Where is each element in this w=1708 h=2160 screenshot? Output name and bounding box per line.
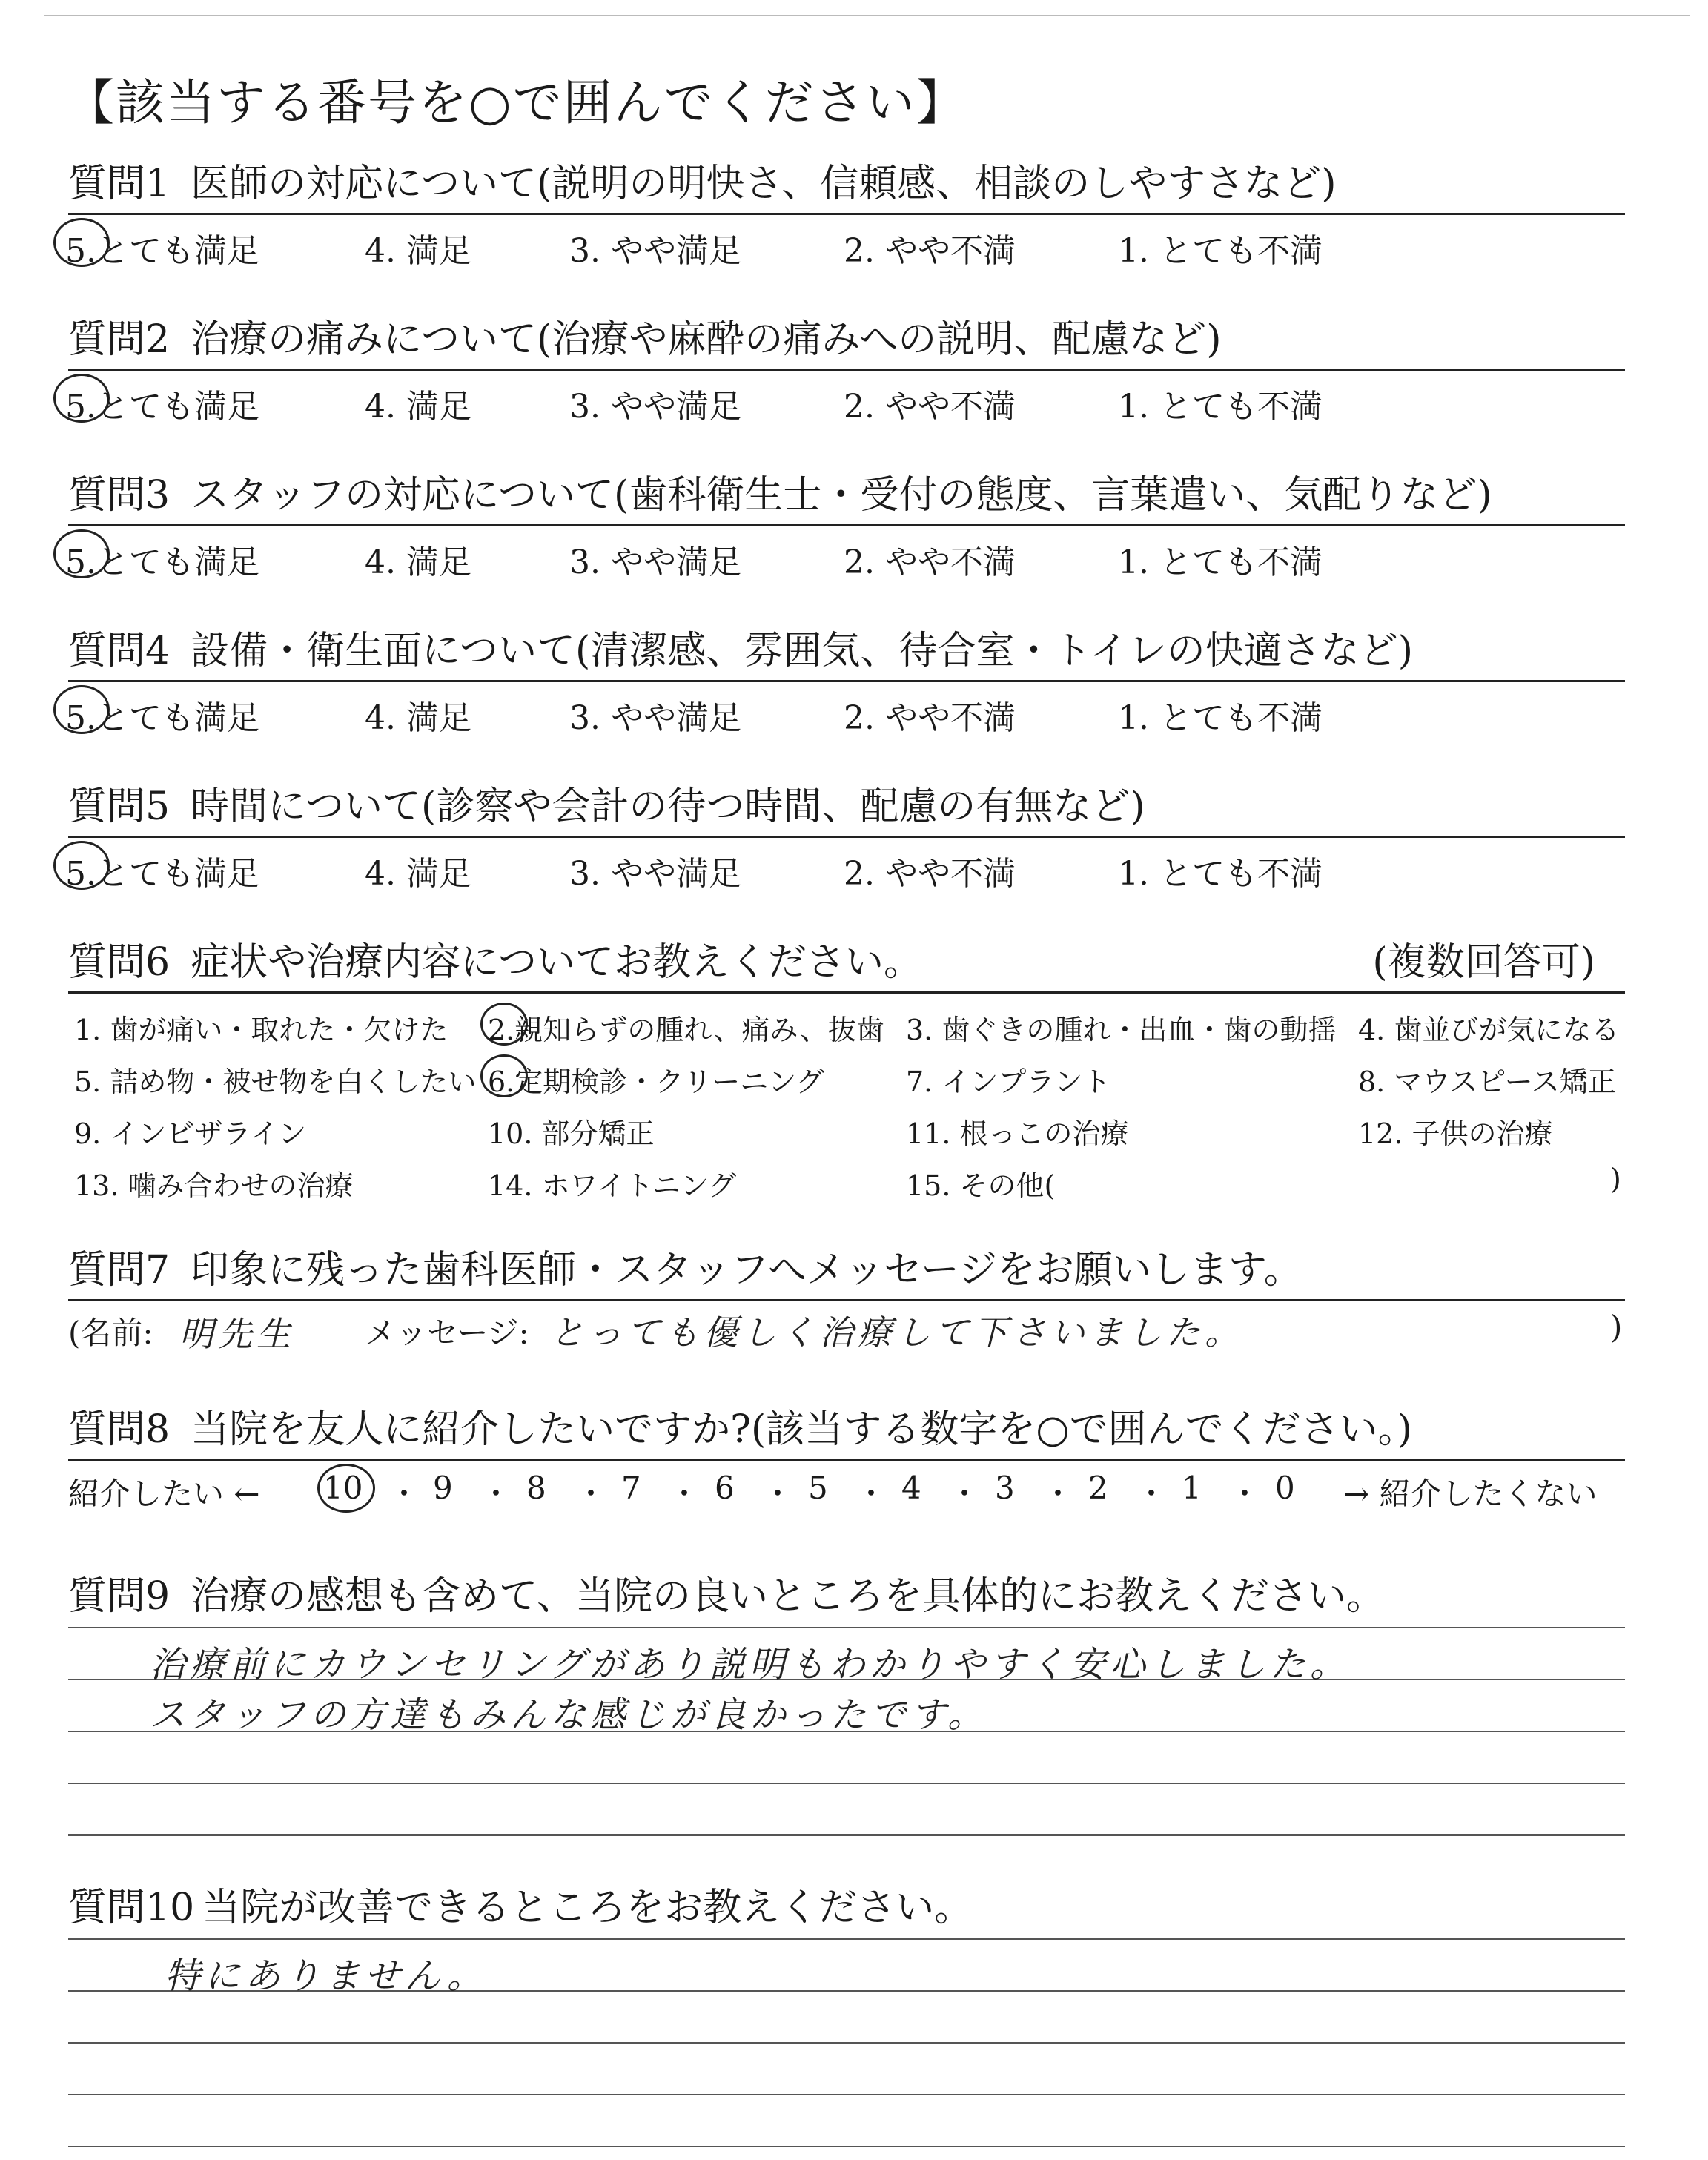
option-1[interactable]: 1. とても不満 bbox=[1118, 544, 1323, 581]
option-1[interactable]: 1. とても不満 bbox=[1118, 855, 1323, 893]
option-5[interactable]: 5.とても満足 bbox=[65, 544, 259, 581]
question-text: 治療の感想も含めて、当院の良いところを具体的にお教えください。 bbox=[191, 1574, 1386, 1619]
question-10-title bbox=[68, 1883, 1625, 1932]
writing-line bbox=[68, 2042, 1625, 2044]
option-4[interactable]: 4. 満足 bbox=[365, 855, 471, 893]
option-5[interactable]: 5.とても満足 bbox=[65, 232, 259, 270]
question-number: 質問3 bbox=[68, 473, 171, 518]
option-3[interactable]: 3. やや満足 bbox=[569, 544, 741, 581]
writing-line bbox=[68, 1938, 1625, 1940]
option-3[interactable]: 3. やや満足 bbox=[569, 699, 741, 737]
handwritten-answer-line-1: 治療前にカウンセリングがあり説明もわかりやすく安心しました。 bbox=[150, 1644, 1351, 1685]
writing-line bbox=[68, 2146, 1625, 2147]
scale-separator: ・ bbox=[1136, 1476, 1168, 1512]
symptom-option-1[interactable]: 1. 歯が痛い・取れた・欠けた bbox=[74, 1014, 448, 1046]
recommend-scale bbox=[68, 1464, 1625, 1511]
question-number: 質問6 bbox=[68, 940, 171, 985]
question-7 bbox=[68, 1246, 1625, 1353]
message-label: メッセージ: bbox=[365, 1315, 529, 1351]
scale-2[interactable]: 2 bbox=[1088, 1470, 1108, 1506]
scale-separator: ・ bbox=[1229, 1476, 1261, 1512]
symptom-option-13[interactable]: 13. 噛み合わせの治療 bbox=[74, 1169, 354, 1202]
option-4[interactable]: 4. 満足 bbox=[365, 544, 471, 581]
scale-separator: ・ bbox=[855, 1476, 887, 1512]
close-paren: ) bbox=[1610, 1309, 1623, 1345]
question-number: 質問4 bbox=[68, 629, 171, 673]
scale-5[interactable]: 5 bbox=[808, 1470, 828, 1506]
question-10 bbox=[68, 1883, 1625, 1997]
question-1 bbox=[65, 159, 1625, 270]
question-3 bbox=[65, 471, 1625, 581]
option-4[interactable]: 4. 満足 bbox=[365, 699, 471, 737]
scale-10[interactable]: 10 bbox=[323, 1470, 363, 1506]
symptom-option-6[interactable]: 6.定期検診・クリーニング bbox=[488, 1066, 824, 1098]
symptom-option-8[interactable]: 8. マウスピース矯正 bbox=[1358, 1066, 1616, 1098]
question-4-title bbox=[68, 627, 1625, 676]
option-2[interactable]: 2. やや不満 bbox=[844, 699, 1016, 737]
question-number: 質問9 bbox=[68, 1574, 171, 1619]
option-4[interactable]: 4. 満足 bbox=[365, 388, 471, 426]
rating-options bbox=[65, 844, 1625, 893]
question-9 bbox=[68, 1572, 1625, 1736]
question-8-title bbox=[68, 1405, 1625, 1454]
symptom-option-11[interactable]: 11. 根っこの治療 bbox=[906, 1117, 1129, 1150]
scale-1[interactable]: 1 bbox=[1182, 1470, 1202, 1506]
question-text: 印象に残った歯科医師・スタッフへメッセージをお願いします。 bbox=[191, 1248, 1302, 1292]
page-title: 【該当する番号を○で囲んでください】 bbox=[65, 74, 967, 131]
symptom-option-2[interactable]: 2.親知らずの腫れ、痛み、抜歯 bbox=[488, 1014, 884, 1046]
symptom-option-5[interactable]: 5. 詰め物・被せ物を白くしたい bbox=[74, 1066, 477, 1098]
symptom-option-15[interactable]: 15. その他( bbox=[906, 1169, 1056, 1202]
option-5[interactable]: 5.とても満足 bbox=[65, 388, 259, 426]
question-text: 当院を友人に紹介したいですか?(該当する数字を○で囲んでください。) bbox=[191, 1407, 1412, 1452]
scale-3[interactable]: 3 bbox=[995, 1470, 1015, 1506]
answer-rule bbox=[68, 1459, 1625, 1461]
scale-4[interactable]: 4 bbox=[901, 1470, 921, 1506]
answer-rule bbox=[68, 991, 1625, 994]
option-2[interactable]: 2. やや不満 bbox=[844, 544, 1016, 581]
scale-separator: ・ bbox=[669, 1476, 701, 1512]
answer-rule bbox=[68, 680, 1625, 682]
writing-line bbox=[68, 1783, 1625, 1784]
question-text: 当院が改善できるところをお教えください。 bbox=[202, 1886, 973, 1930]
option-5[interactable]: 5.とても満足 bbox=[65, 855, 259, 893]
question-7-title bbox=[68, 1246, 1625, 1295]
scale-8[interactable]: 8 bbox=[526, 1470, 546, 1506]
rating-options bbox=[65, 221, 1625, 270]
option-2[interactable]: 2. やや不満 bbox=[844, 232, 1016, 270]
symptom-option-4[interactable]: 4. 歯並びが気になる bbox=[1358, 1014, 1620, 1046]
scale-6[interactable]: 6 bbox=[715, 1470, 735, 1506]
question-8 bbox=[68, 1405, 1625, 1511]
question-text: 治療の痛みについて(治療や麻酔の痛みへの説明、配慮など) bbox=[191, 317, 1222, 362]
option-5[interactable]: 5.とても満足 bbox=[65, 699, 259, 737]
page-top-border bbox=[44, 15, 1690, 16]
name-value: 明先生 bbox=[179, 1314, 295, 1354]
option-3[interactable]: 3. やや満足 bbox=[569, 855, 741, 893]
other-close-paren: ) bbox=[1610, 1163, 1621, 1195]
option-3[interactable]: 3. やや満足 bbox=[569, 388, 741, 426]
answer-rule bbox=[68, 836, 1625, 838]
question-6-title bbox=[68, 938, 1625, 987]
question-number: 質問10 bbox=[68, 1886, 195, 1930]
scale-separator: ・ bbox=[949, 1476, 981, 1512]
question-text: 医師の対応について(説明の明快さ、信頼感、相談のしやすさなど) bbox=[191, 162, 1337, 206]
scale-right-label: → 紹介したくない bbox=[1343, 1476, 1598, 1512]
writing-line bbox=[68, 1834, 1625, 1836]
question-9-title bbox=[68, 1572, 1625, 1621]
symptom-options bbox=[68, 1001, 1625, 1216]
question-5-title bbox=[68, 782, 1625, 831]
question-5 bbox=[65, 782, 1625, 893]
answer-rule bbox=[68, 213, 1625, 215]
handwritten-answer-line-1: 特にありません。 bbox=[165, 1955, 487, 1997]
scale-9[interactable]: 9 bbox=[433, 1470, 453, 1506]
question-2 bbox=[65, 315, 1625, 426]
question-4 bbox=[65, 627, 1625, 737]
scale-separator: ・ bbox=[388, 1476, 420, 1512]
scale-left-label: 紹介したい ← bbox=[68, 1476, 260, 1512]
scale-separator: ・ bbox=[480, 1476, 512, 1512]
multiple-answer-note: (複数回答可) bbox=[1372, 940, 1595, 985]
answer-rule bbox=[68, 369, 1625, 371]
question-number: 質問2 bbox=[68, 317, 171, 362]
rating-options bbox=[65, 377, 1625, 426]
option-2[interactable]: 2. やや不満 bbox=[844, 388, 1016, 426]
option-1[interactable]: 1. とても不満 bbox=[1118, 699, 1323, 737]
question-6 bbox=[68, 938, 1625, 1216]
rating-options bbox=[65, 532, 1625, 581]
option-4[interactable]: 4. 満足 bbox=[365, 232, 471, 270]
question-text: スタッフの対応について(歯科衛生士・受付の態度、言葉遣い、気配りなど) bbox=[191, 473, 1492, 518]
question-text: 症状や治療内容についてお教えください。 bbox=[191, 940, 923, 985]
name-label: (名前: bbox=[68, 1315, 153, 1351]
message-value: とっても優しく治療して下さいました。 bbox=[550, 1312, 1244, 1353]
symptom-option-10[interactable]: 10. 部分矯正 bbox=[488, 1117, 655, 1150]
question-number: 質問8 bbox=[68, 1407, 171, 1452]
question-number: 質問7 bbox=[68, 1248, 171, 1292]
question-2-title bbox=[68, 315, 1625, 364]
scale-separator: ・ bbox=[1042, 1476, 1074, 1512]
symptom-option-12[interactable]: 12. 子供の治療 bbox=[1358, 1117, 1553, 1150]
handwritten-answer-line-2: スタッフの方達もみんな感じが良かったです。 bbox=[150, 1694, 988, 1736]
option-1[interactable]: 1. とても不満 bbox=[1118, 388, 1323, 426]
question-1-title bbox=[68, 159, 1625, 208]
message-line bbox=[68, 1301, 1625, 1353]
writing-line bbox=[68, 1627, 1625, 1628]
symptom-option-14[interactable]: 14. ホワイトニング bbox=[488, 1169, 737, 1202]
scale-separator: ・ bbox=[575, 1476, 607, 1512]
answer-rule bbox=[68, 524, 1625, 526]
question-text: 時間について(診察や会計の待つ時間、配慮の有無など) bbox=[191, 785, 1145, 829]
scale-separator: ・ bbox=[762, 1476, 794, 1512]
question-3-title bbox=[68, 471, 1625, 520]
option-3[interactable]: 3. やや満足 bbox=[569, 232, 741, 270]
option-2[interactable]: 2. やや不満 bbox=[844, 855, 1016, 893]
symptom-option-9[interactable]: 9. インビザライン bbox=[74, 1117, 307, 1150]
symptom-option-7[interactable]: 7. インプラント bbox=[906, 1066, 1111, 1098]
option-1[interactable]: 1. とても不満 bbox=[1118, 232, 1323, 270]
scale-7[interactable]: 7 bbox=[621, 1470, 641, 1506]
scale-0[interactable]: 0 bbox=[1275, 1470, 1295, 1506]
question-text: 設備・衛生面について(清潔感、雰囲気、待合室・トイレの快適さなど) bbox=[191, 629, 1414, 673]
rating-options bbox=[65, 688, 1625, 737]
question-number: 質問1 bbox=[68, 162, 171, 206]
writing-line bbox=[68, 2094, 1625, 2095]
question-number: 質問5 bbox=[68, 785, 171, 829]
symptom-option-3[interactable]: 3. 歯ぐきの腫れ・出血・歯の動揺 bbox=[906, 1014, 1337, 1046]
